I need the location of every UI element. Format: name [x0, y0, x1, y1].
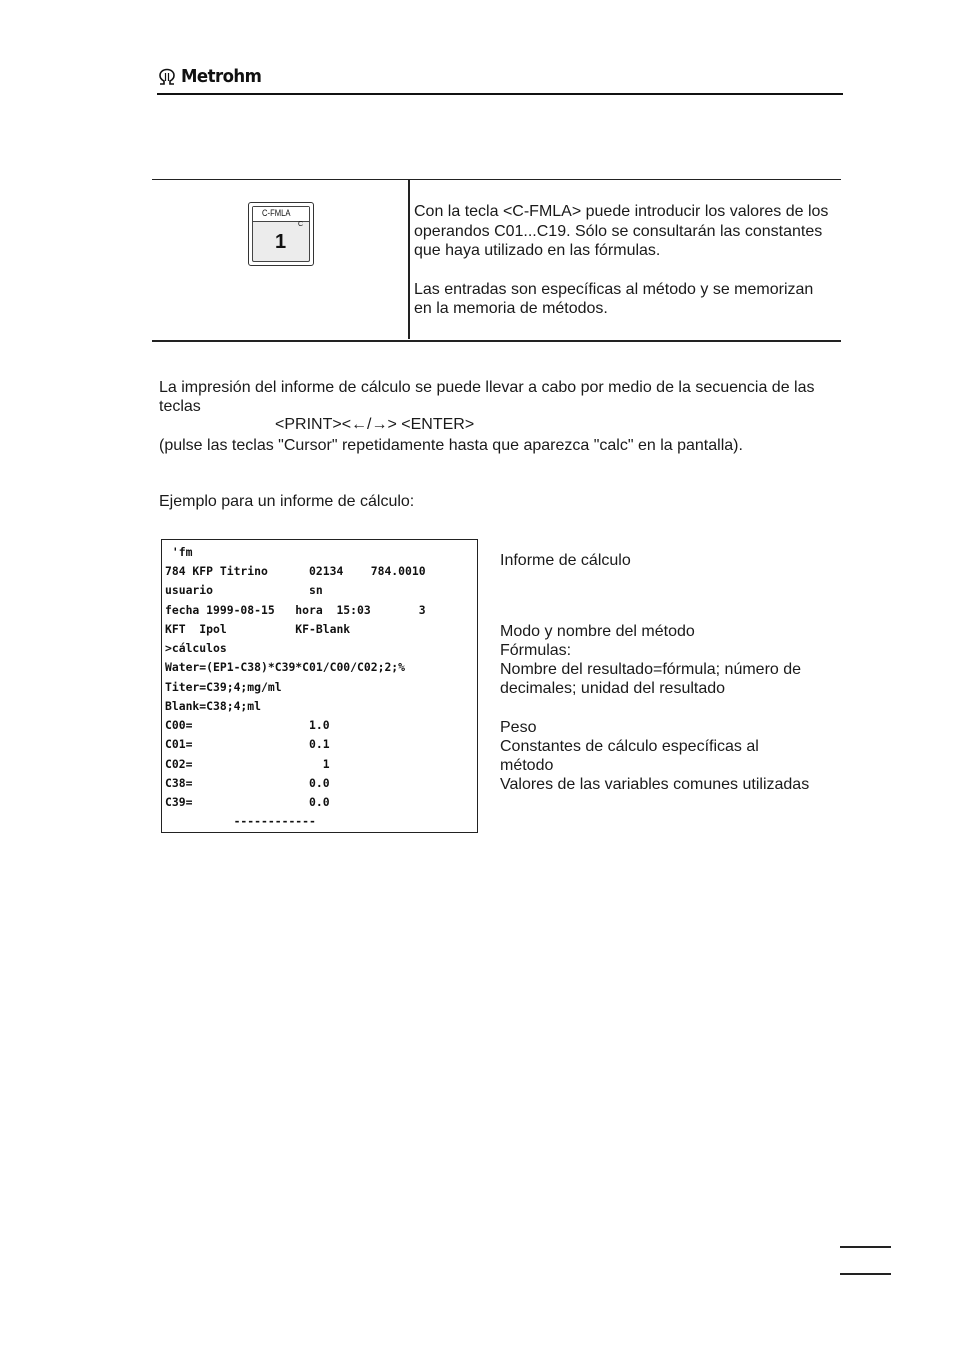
annotation-mode-method: Modo y nombre del método: [500, 623, 695, 640]
calculation-report: [161, 539, 478, 833]
footer-rule-top: [840, 1246, 891, 1248]
key-description: [414, 202, 834, 319]
hint-paragraph: (pulse las teclas "Cursor" repetidamente hasta que aparezca "calc" en la pantalla).: [159, 437, 743, 454]
report-line: 'fm: [165, 545, 193, 559]
header-rule: [157, 93, 843, 95]
annotation-common-variables: Valores de las variables comunes utilizadas: [500, 776, 810, 793]
key-label-strip: [253, 207, 309, 222]
report-line: 784 KFP Titrino 02134 784.0010: [165, 564, 426, 578]
brand-logo: [157, 66, 268, 87]
key-description-table: [152, 179, 841, 342]
table-divider: [408, 180, 410, 339]
report-line: usuario sn: [165, 583, 323, 597]
omega-logo-icon: [157, 67, 177, 87]
report-line: fecha 1999-08-15 hora 15:03 3: [165, 603, 426, 617]
report-line: C01= 0.1: [165, 737, 330, 751]
report-line: C00= 1.0: [165, 718, 330, 732]
report-line: Water=(EP1-C38)*C39*C01/C00/C02;2;%: [165, 660, 406, 674]
key-face: [252, 206, 310, 262]
annotation-decimals-unit: decimales; unidad del resultado: [500, 680, 726, 697]
brand-name: Metrohm: [181, 66, 262, 87]
c-fmla-key-icon: [248, 202, 314, 266]
annotation-formulas: Fórmulas:: [500, 642, 572, 659]
annotation-method: método: [500, 757, 554, 774]
report-line: C39= 0.0: [165, 795, 330, 809]
key-sequence: <PRINT><←/→> <ENTER>: [275, 416, 475, 433]
key-number: 1: [275, 231, 287, 253]
key-sub-label: C: [297, 221, 303, 228]
footer-rule-bottom: [840, 1273, 891, 1275]
annotation-result-formula: Nombre del resultado=fórmula; número de: [500, 661, 802, 678]
key-function-label: C-FMLA: [262, 208, 291, 218]
report-line: C02= 1: [165, 757, 330, 771]
report-line: C38= 0.0: [165, 776, 330, 790]
report-line: Blank=C38;4;ml: [165, 699, 262, 713]
report-line: Titer=C39;4;mg/ml: [165, 680, 282, 694]
report-line: >cálculos: [165, 641, 227, 655]
intro-paragraph: La impresión del informe de cálculo se puede llevar a cabo por medio de la secuencia de las teclas: [159, 379, 815, 415]
report-line: ------------: [165, 814, 316, 828]
annotation-constants: Constantes de cálculo específicas al: [500, 738, 759, 755]
description-paragraph-1: Con la tecla <C-FMLA> puede introducir los valores de los operandos C01...C19. Sólo se consultarán las constantes que haya utilizado en las fórmulas.: [414, 203, 829, 259]
example-heading: Ejemplo para un informe de cálculo:: [159, 493, 415, 510]
annotation-weight: Peso: [500, 719, 537, 736]
description-paragraph-2: Las entradas son específicas al método y se memorizan en la memoria de métodos.: [414, 280, 814, 317]
report-line: KFT Ipol KF-Blank: [165, 622, 351, 636]
annotation-report-title: Informe de cálculo: [500, 552, 631, 569]
